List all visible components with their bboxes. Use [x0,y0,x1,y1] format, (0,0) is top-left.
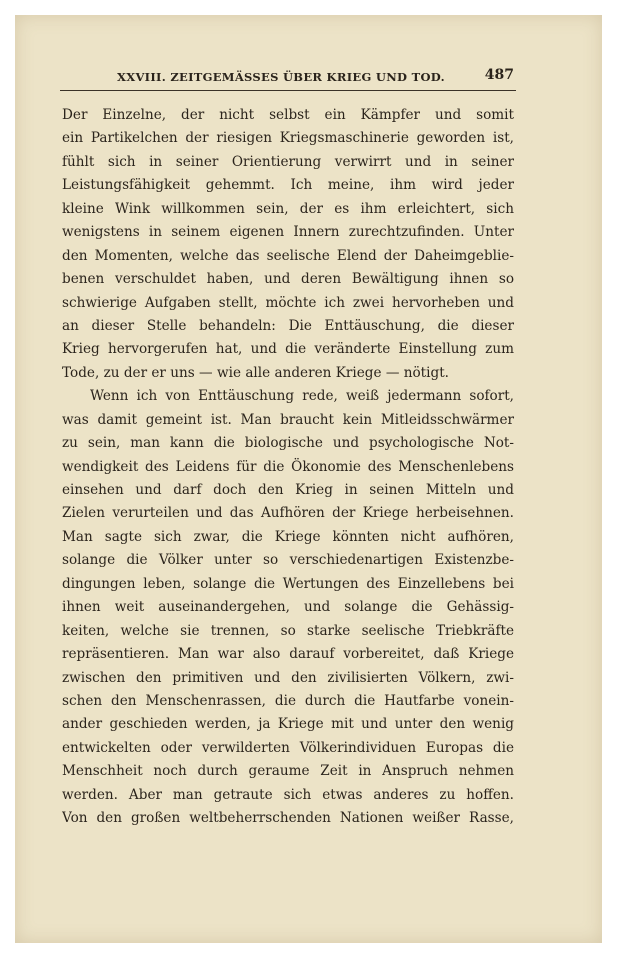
body-text [62,104,514,831]
text-line: entwickelten oder verwilderten Völkerindividuen Europas die [62,739,514,756]
chapter-title: XXVIII. ZEITGEMÄSSES ÜBER KRIEG UND TOD. [117,70,445,84]
text-line: wendigkeit des Leidens für die Ökonomie des Menschenlebens [62,458,514,475]
text-line: solange die Völker unter so verschiedenartigen Existenzbe- [62,552,514,569]
text-line: fühlt sich in seiner Orientierung verwirrt und in seiner [62,153,514,170]
text-line: zwischen den primitiven und den zivilisierten Völkern, zwi- [62,669,514,686]
text-line: einsehen und darf doch den Krieg in seinen Mitteln und [62,482,514,498]
text-line: was damit gemeint ist. Man braucht kein Mitleidsschwärmer [62,411,514,428]
text-line: Leistungsfähigkeit gehemmt. Ich meine, ihm wird jeder [62,177,514,194]
text-line: an dieser Stelle behandeln: Die Enttäuschung, die dieser [62,317,514,334]
running-header [60,68,516,91]
page-number: 487 [484,67,514,83]
text-line: ein Partikelchen der riesigen Kriegsmaschinerie geworden ist, [62,130,514,147]
text-line: zu sein, man kann die biologische und psychologische Not- [62,435,514,452]
text-line: werden. Aber man getraute sich etwas anderes zu hoffen. [62,786,514,803]
text-line: Der Einzelne, der nicht selbst ein Kämpfer und somit [62,107,514,123]
text-line: ander geschieden werden, ja Kriege mit und unter den wenig [62,716,514,733]
text-line-paragraph-end: Tode, zu der er uns — wie alle anderen Kriege — nötigt. [62,364,449,381]
text-line: wenigstens in seinem eigenen Innern zurechtzufinden. Unter [62,224,514,241]
text-line: keiten, welche sie trennen, so starke seelische Triebkräfte [62,622,514,639]
text-line: dingungen leben, solange die Wertungen des Einzellebens bei [62,575,514,592]
text-line: Zielen verurteilen und das Aufhören der Kriege herbeisehnen. [62,505,514,522]
text-line: schen den Menschenrassen, die durch die Hautfarbe vonein- [62,692,514,709]
text-line: repräsentieren. Man war also darauf vorbereitet, daß Kriege [62,646,514,663]
text-line: Von den großen weltbeherrschenden Nationen weißer Rasse, [62,810,514,827]
text-line: schwierige Aufgaben stellt, möchte ich zwei hervorheben und [62,294,514,311]
text-line: den Momenten, welche das seelische Elend der Daheimgeblie- [62,247,514,264]
text-line: Menschheit noch durch geraume Zeit in Anspruch nehmen [62,763,514,780]
text-line: kleine Wink willkommen sein, der es ihm erleichtert, sich [62,200,514,217]
text-line: ihnen weit auseinandergehen, und solange die Gehässig- [62,599,514,616]
text-line: Krieg hervorgerufen hat, und die veränderte Einstellung zum [62,341,514,358]
text-line: benen verschuldet haben, und deren Bewältigung ihnen so [62,271,514,288]
text-line: Man sagte sich zwar, die Kriege könnten nicht aufhören, [62,528,514,545]
text-line-paragraph-start: Wenn ich von Enttäuschung rede, weiß jedermann sofort, [90,388,514,405]
